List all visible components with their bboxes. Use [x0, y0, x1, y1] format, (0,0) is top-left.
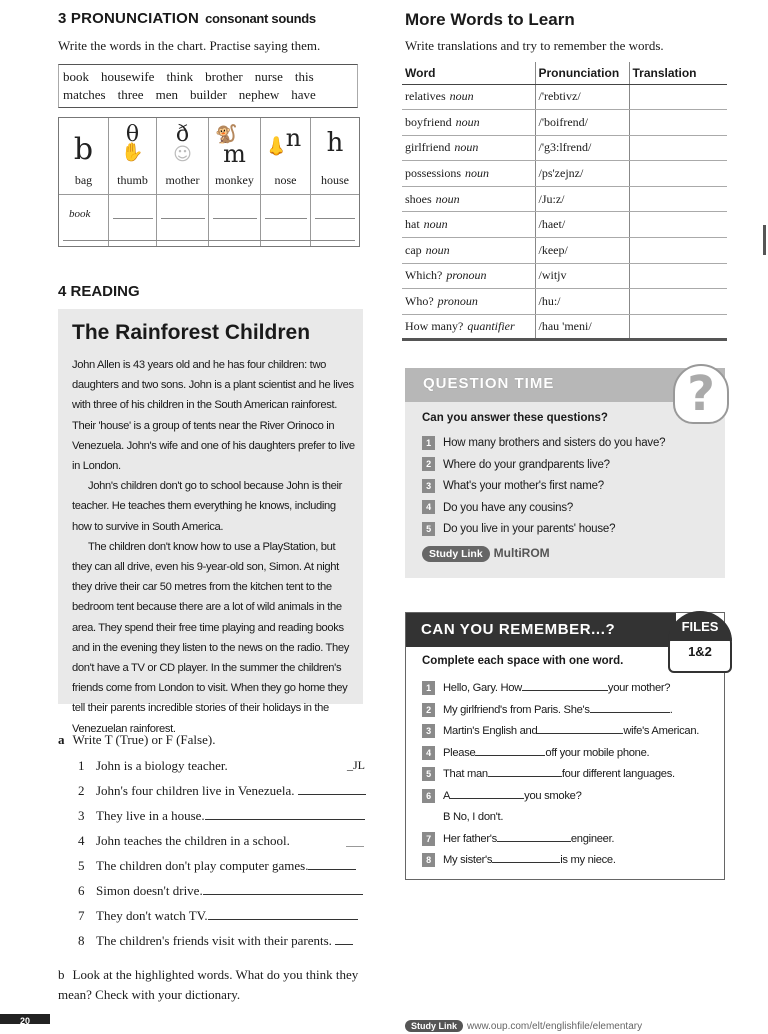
word-cell	[402, 289, 535, 315]
pronunciation-cell: /keep/	[535, 238, 629, 264]
sentence-end: your mother?	[607, 682, 671, 694]
column-header: Word	[402, 62, 535, 84]
answer-blank[interactable]	[492, 852, 560, 863]
question-text: Do you live in your parents' house?	[443, 523, 616, 535]
question-time-box	[405, 368, 725, 578]
part-of-speech: quantifier	[467, 319, 515, 334]
column-header: Translation	[629, 62, 727, 84]
answer-blank[interactable]	[475, 745, 545, 756]
word-row-2	[63, 87, 328, 103]
word: housewife	[101, 69, 155, 84]
tf-item	[78, 858, 356, 874]
sentence-start: A	[443, 789, 451, 802]
pronunciation-cell: /Ju:z/	[535, 186, 629, 212]
vocab-word: Which?	[405, 268, 443, 283]
answer-blank[interactable]	[208, 908, 358, 920]
list-item	[422, 477, 665, 499]
sentence-end: wife's American.	[623, 725, 700, 737]
item-text: They live in a house.	[96, 808, 205, 823]
vocab-word: shoes	[405, 191, 432, 206]
translation-cell[interactable]	[629, 135, 727, 161]
monkey-icon: 🐒	[215, 124, 238, 145]
more-words-title: More Words to Learn	[405, 10, 575, 29]
sentence-start: My girlfriend's from Paris. She's	[443, 703, 590, 716]
section-3-subtitle: consonant sounds	[205, 11, 316, 26]
chart-label: monkey	[215, 173, 254, 187]
vocab-word: cap	[405, 242, 422, 257]
list-item	[422, 701, 699, 723]
chart-column-n	[261, 118, 311, 246]
answer-blank[interactable]	[335, 933, 353, 945]
question-list	[422, 434, 665, 542]
chart-label: bag	[74, 173, 93, 187]
nose-icon: 👃	[265, 136, 288, 157]
exercise-letter: a	[58, 732, 65, 747]
chart-label: mother	[165, 173, 200, 187]
pronunciation-cell: /witjv	[535, 263, 629, 289]
part-of-speech: noun	[423, 217, 448, 232]
item-number: 8	[78, 933, 85, 948]
number-badge: 3	[422, 479, 435, 493]
phoneme-symbol: h	[326, 128, 344, 158]
study-link-badge[interactable]: Study Link	[422, 546, 490, 562]
vocab-word: How many?	[405, 319, 464, 334]
word: builder	[189, 87, 227, 102]
table-row	[402, 161, 727, 187]
section-3-heading: 3 PRONUNCIATION	[58, 10, 200, 27]
table-row	[402, 135, 727, 161]
number-badge: 2	[422, 457, 435, 471]
number-badge: 3	[422, 724, 435, 738]
tf-item	[78, 908, 358, 924]
section-4-title: 4 READING	[58, 283, 140, 300]
item-number: 3	[78, 808, 85, 823]
list-item	[422, 765, 699, 787]
files-numbers: 1&2	[688, 644, 712, 659]
chart-label: nose	[274, 173, 297, 187]
story-paragraph: John's children don't go to school because John is their teacher. He teaches them everything he knows, including how to survive in South America.	[72, 480, 342, 533]
sentence-start: B No, I don't.	[443, 811, 504, 823]
answer-blank[interactable]	[488, 766, 562, 777]
answer-line	[315, 218, 355, 219]
sentence-start: That man	[443, 768, 488, 780]
translation-cell[interactable]	[629, 314, 727, 340]
item-number: 6	[78, 883, 85, 898]
item-text: Simon doesn't drive.	[96, 883, 203, 898]
item-number: 5	[78, 858, 85, 873]
word: brother	[205, 69, 243, 84]
translation-cell[interactable]	[629, 161, 727, 187]
part-of-speech: noun	[435, 191, 460, 206]
translation-cell[interactable]	[629, 84, 727, 110]
number-badge: 4	[422, 500, 435, 514]
word: three	[117, 87, 144, 102]
chart-label: thumb	[117, 173, 148, 187]
translation-cell[interactable]	[629, 212, 727, 238]
pronunciation-cell: /'rebtivz/	[535, 84, 629, 110]
page-edge-mark	[763, 225, 766, 255]
translation-cell[interactable]	[629, 238, 727, 264]
answer-blank[interactable]	[537, 723, 623, 734]
chart-column-eth	[157, 118, 209, 246]
list-item	[422, 787, 699, 809]
mother-icon: ☺	[173, 144, 192, 165]
answer-line	[113, 218, 153, 219]
answer-line	[63, 240, 355, 241]
more-words-instruction: Write translations and try to remember the words.	[405, 38, 664, 53]
completion-list	[422, 679, 699, 873]
number-badge: 4	[422, 746, 435, 760]
answer-line	[161, 218, 205, 219]
question-time-title: QUESTION TIME	[423, 375, 555, 392]
answer-blank[interactable]	[298, 783, 366, 795]
exercise-letter: b	[58, 967, 65, 982]
phoneme-symbol: m	[223, 140, 246, 168]
table-row	[402, 84, 727, 110]
answer-blank[interactable]	[346, 846, 364, 847]
phoneme-symbol: θ	[125, 122, 140, 147]
word: this	[294, 69, 314, 84]
table-row	[402, 212, 727, 238]
answer-blank[interactable]	[308, 858, 356, 870]
sentence-end: is my niece.	[560, 854, 616, 866]
footer-link	[405, 1016, 695, 1032]
word: nephew	[238, 87, 280, 102]
table-row	[402, 110, 727, 136]
translation-cell[interactable]	[629, 289, 727, 315]
pronunciation-chart	[58, 117, 360, 247]
number-badge: 8	[422, 853, 435, 867]
pronunciation-cell: /hau 'meni/	[535, 314, 629, 340]
item-text: They don't watch TV.	[96, 908, 208, 923]
number-badge: 7	[422, 832, 435, 846]
sentence-start: Hello, Gary. How	[443, 682, 522, 694]
can-you-remember-box	[405, 612, 725, 880]
number-badge: 5	[422, 522, 435, 536]
translation-cell[interactable]	[629, 110, 727, 136]
tf-item	[78, 808, 365, 824]
number-badge: 5	[422, 767, 435, 781]
part-of-speech: pronoun	[446, 268, 487, 283]
can-you-remember-title: CAN YOU REMEMBER...?	[421, 621, 616, 638]
sentence-end: you smoke?	[524, 789, 582, 802]
word: men	[155, 87, 178, 102]
list-item	[422, 434, 665, 456]
number-badge: 1	[422, 436, 435, 450]
list-item	[422, 808, 699, 830]
tf-item	[78, 833, 290, 849]
sentence-end: four different languages.	[561, 768, 675, 780]
question-text: What's your mother's first name?	[443, 480, 604, 492]
part-of-speech: noun	[455, 114, 480, 129]
sentence-start: My sister's	[443, 854, 493, 866]
table-header-row	[402, 62, 727, 84]
translation-cell[interactable]	[629, 263, 727, 289]
part-of-speech: noun	[454, 140, 479, 155]
vocab-word: boyfriend	[405, 114, 452, 129]
phoneme-symbol: ð	[175, 122, 190, 147]
word-cell	[402, 314, 535, 340]
list-item	[422, 456, 665, 478]
pronunciation-cell: /hu:/	[535, 289, 629, 315]
pronunciation-cell: /'boifrend/	[535, 110, 629, 136]
question-text: Where do your grandparents live?	[443, 458, 610, 471]
chart-example: book	[69, 208, 91, 220]
item-text: John's four children live in Venezuela.	[96, 783, 295, 798]
word-cell	[402, 84, 535, 110]
answer-line	[213, 218, 257, 219]
word-row-1	[63, 69, 326, 85]
part-of-speech: pronoun	[437, 294, 478, 309]
vocab-word: relatives	[405, 89, 446, 104]
question-text: How many brothers and sisters do you have?	[443, 437, 666, 449]
word-cell	[402, 161, 535, 187]
sentence-end: .	[669, 703, 673, 716]
sentence-start: Please	[443, 746, 476, 759]
vocabulary-table	[402, 62, 727, 341]
chart-column-theta	[109, 118, 157, 246]
word-cell	[402, 263, 535, 289]
table-row	[402, 186, 727, 212]
sentence-end: engineer.	[570, 832, 615, 845]
phoneme-symbol: n	[285, 124, 302, 152]
list-item	[422, 679, 699, 701]
list-item	[422, 744, 699, 766]
answer-blank[interactable]	[522, 680, 608, 691]
phoneme-symbol: b	[73, 132, 94, 167]
word: book	[63, 69, 89, 84]
exercise-a-text: Write T (True) or F (False).	[72, 732, 216, 747]
pronunciation-cell: /'g3:lfrend/	[535, 135, 629, 161]
tf-answer: _JL	[347, 758, 365, 772]
story-text	[72, 355, 357, 739]
answer-blank[interactable]	[203, 883, 363, 895]
story-title: The Rainforest Children	[72, 321, 311, 344]
word-cell	[402, 135, 535, 161]
chart-column-m	[209, 118, 261, 246]
number-badge: 6	[422, 789, 435, 803]
list-item	[422, 851, 699, 873]
part-of-speech: noun	[425, 242, 450, 257]
table-row	[402, 289, 727, 315]
column-header: Pronunciation	[535, 62, 629, 84]
chart-column-b	[59, 118, 109, 246]
translation-cell[interactable]	[629, 186, 727, 212]
word: nurse	[254, 69, 283, 84]
answer-blank[interactable]	[497, 831, 571, 842]
item-text: The children's friends visit with their parents.	[96, 933, 332, 948]
sentence-start: Her father's	[443, 832, 497, 845]
vocab-word: hat	[405, 217, 420, 232]
item-text: John teaches the children in a school.	[96, 833, 290, 848]
tf-item	[78, 883, 363, 899]
story-paragraph: The children don't know how to use a PlayStation, but they can all drive, even his 9-year-old son, Simon. At night they drive their car 50 metres from the kitchen tent to the bedroom tent because there are a lot of wild animals in the area. They spend their free time playing and reading books and in the evening they listen to the news on the radio. They don't have a TV or CD player. In the summer the children's friends come from London to visit. When they go home they tell their parents incredible stories of their holidays in the Venezuelan rainforest.	[72, 540, 349, 735]
list-item	[422, 499, 665, 521]
item-text: The children don't play computer games.	[96, 858, 309, 873]
answer-blank[interactable]	[450, 788, 524, 799]
chart-label: house	[321, 173, 349, 187]
number-badge: 1	[422, 681, 435, 695]
exercise-a-instruction	[58, 732, 215, 748]
list-item	[422, 830, 699, 852]
pronunciation-cell: /haet/	[535, 212, 629, 238]
item-number: 4	[78, 833, 85, 848]
answer-blank[interactable]	[590, 702, 670, 713]
can-you-remember-banner	[406, 613, 676, 647]
study-link-row	[422, 546, 550, 562]
word: have	[291, 87, 316, 102]
question-time-subtitle: Can you answer these questions?	[422, 412, 608, 424]
vocab-word: Who?	[405, 294, 434, 309]
list-item	[422, 722, 699, 744]
exercise-b-instruction	[58, 965, 368, 1005]
section-3-title	[58, 10, 316, 27]
table-row	[402, 238, 727, 264]
answer-line	[265, 218, 307, 219]
files-tag	[668, 611, 732, 673]
footer-url[interactable]: www.oup.com/elt/englishfile/elementary	[467, 1021, 643, 1032]
item-number: 7	[78, 908, 85, 923]
table-row	[402, 314, 727, 340]
tf-item	[78, 783, 366, 799]
story-paragraph: John Allen is 43 years old and he has four children: two daughters and two sons. John is a plant scientist and he lives with three of his children in the South American rainforest. Their 'house' is a group of tents near the River Orinoco in Venezuela. John's wife and one of his daughters prefer to live in London.	[72, 359, 355, 473]
tf-item	[78, 933, 353, 949]
can-you-remember-subtitle: Complete each space with one word.	[422, 655, 624, 667]
number-badge: 2	[422, 703, 435, 717]
word-cell	[402, 186, 535, 212]
word-cell	[402, 212, 535, 238]
sentence-end: off your mobile phone.	[545, 746, 650, 759]
word-cell	[402, 110, 535, 136]
sentence-start: Martin's English and	[443, 725, 538, 737]
question-text: Do you have any cousins?	[443, 501, 574, 514]
part-of-speech: noun	[465, 166, 490, 181]
vocab-word: possessions	[405, 166, 462, 181]
section-3-instruction: Write the words in the chart. Practise saying them.	[58, 38, 321, 53]
item-text: John is a biology teacher.	[96, 758, 228, 773]
list-item	[422, 520, 665, 542]
thumb-icon: ✋	[121, 142, 144, 163]
item-number: 2	[78, 783, 85, 798]
files-label: FILES	[668, 613, 732, 641]
chart-column-h	[311, 118, 359, 246]
reading-box	[58, 309, 363, 735]
pronunciation-cell: /ps'zejnz/	[535, 161, 629, 187]
question-mark-icon: ?	[673, 364, 729, 424]
page-number: 20	[0, 1014, 50, 1024]
part-of-speech: noun	[449, 89, 474, 104]
word-cell	[402, 238, 535, 264]
tf-item	[78, 758, 228, 774]
item-number: 1	[78, 758, 85, 773]
vocab-word: girlfriend	[405, 140, 451, 155]
footer-study-link-badge[interactable]: Study Link	[405, 1020, 463, 1032]
word-box	[58, 64, 358, 108]
word: matches	[63, 87, 106, 102]
word: think	[166, 69, 194, 84]
exercise-b-text: Look at the highlighted words. What do you think they mean? Check with your dictionary.	[58, 967, 359, 1002]
multirom-label[interactable]: MultiROM	[493, 546, 550, 560]
table-row	[402, 263, 727, 289]
answer-blank[interactable]	[205, 808, 365, 820]
